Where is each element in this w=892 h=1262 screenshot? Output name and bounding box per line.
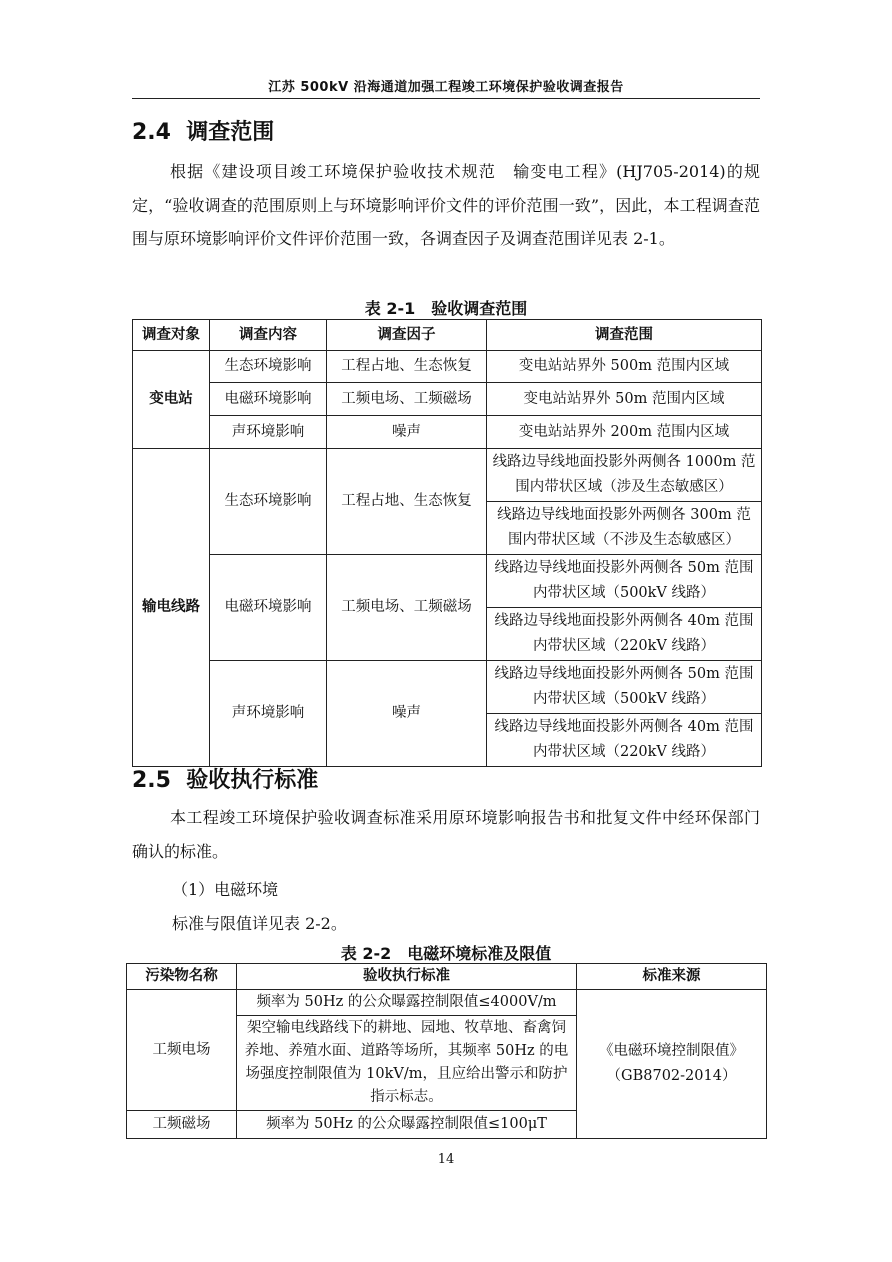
- header-rule: [132, 98, 760, 99]
- table-row: [133, 383, 762, 416]
- survey-object-line: 输电线路: [133, 449, 210, 767]
- survey-factor-cell: 噪声: [327, 416, 487, 449]
- survey-content-cell: 生态环境影响: [210, 449, 327, 555]
- table-2-2-caption: 表 2-2 电磁环境标准及限值: [340, 944, 552, 963]
- survey-range-cell: 变电站站界外 500m 范围内区域: [487, 351, 762, 383]
- survey-range-cell: 变电站站界外 200m 范围内区域: [487, 416, 762, 449]
- standard-source-title: 《电磁环境控制限值》: [599, 1043, 744, 1059]
- survey-range-cell: 线路边导线地面投影外两侧各 50m 范围内带状区域（500kV 线路）: [487, 555, 762, 608]
- section-2-5-paragraph: 本工程竣工环境保护验收调查标准采用原环境影响报告书和批复文件中经环保部门确认的标准。: [132, 808, 760, 861]
- table-row: [133, 661, 762, 714]
- survey-content-cell: 生态环境影响: [210, 351, 327, 383]
- table-2-1: [132, 319, 762, 767]
- survey-range-cell: 线路边导线地面投影外两侧各 40m 范围内带状区域（220kV 线路）: [487, 608, 762, 661]
- table-row: [127, 990, 767, 1016]
- survey-factor-cell: 工频电场、工频磁场: [327, 555, 487, 661]
- survey-range-cell: 线路边导线地面投影外两侧各 300m 范围内带状区域（不涉及生态敏感区）: [487, 502, 762, 555]
- table-header-cell: 污染物名称: [127, 964, 237, 990]
- table-row: [133, 416, 762, 449]
- survey-range-cell: 线路边导线地面投影外两侧各 40m 范围内带状区域（220kV 线路）: [487, 714, 762, 767]
- table-header-cell: 调查对象: [133, 320, 210, 351]
- standard-source-cell: [577, 990, 767, 1139]
- survey-factor-cell: 工程占地、生态恢复: [327, 449, 487, 555]
- table-2-2: [126, 963, 767, 1139]
- standard-source-code: （GB8702-2014）: [606, 1068, 737, 1084]
- survey-content-cell: 电磁环境影响: [210, 555, 327, 661]
- table-row: [133, 555, 762, 608]
- section-heading-2-4: 2.4 调查范围: [132, 120, 275, 145]
- table-header-cell: 调查范围: [487, 320, 762, 351]
- table-header-cell: 标准来源: [577, 964, 767, 990]
- survey-content-cell: 电磁环境影响: [210, 383, 327, 416]
- table-2-1-caption: 表 2-1 验收调查范围: [364, 299, 528, 318]
- table-header-cell: 验收执行标准: [237, 964, 577, 990]
- standard-cell: 频率为 50Hz 的公众曝露控制限值≤4000V/m: [237, 990, 577, 1016]
- pollutant-name-cell: 工频电场: [127, 990, 237, 1111]
- survey-content-cell: 声环境影响: [210, 416, 327, 449]
- section-2-4-paragraph: 根据《建设项目竣工环境保护验收技术规范 输变电工程》(HJ705-2014)的规定，“验收调查的范围原则上与环境影响评价文件的评价范围一致”，因此，本工程调查范围与原环境影响评价文件评价范围一致，各调查因子及调查范围详见表 2-1。: [132, 162, 760, 248]
- survey-object-substation: 变电站: [133, 351, 210, 449]
- survey-factor-cell: 工频电场、工频磁场: [327, 383, 487, 416]
- survey-range-cell: 线路边导线地面投影外两侧各 1000m 范围内带状区域（涉及生态敏感区）: [487, 449, 762, 502]
- pollutant-name-cell: 工频磁场: [127, 1111, 237, 1139]
- table-header-cell: 调查内容: [210, 320, 327, 351]
- table-header-cell: 调查因子: [327, 320, 487, 351]
- standard-cell: 频率为 50Hz 的公众曝露控制限值≤100μT: [237, 1111, 577, 1139]
- standard-cell: 架空输电线路线下的耕地、园地、牧草地、畜禽饲养地、养殖水面、道路等场所，其频率 50Hz 的电场强度控制限值为 10kV/m，且应给出警示和防护指示标志。: [237, 1016, 577, 1111]
- table-2-2-reference: 标准与限值详见表 2-2。: [172, 914, 347, 933]
- survey-factor-cell: 噪声: [327, 661, 487, 767]
- running-header: 江苏 500kV 沿海通道加强工程竣工环境保护验收调查报告: [268, 80, 624, 95]
- page-number: 14: [437, 1152, 455, 1167]
- table-row: [133, 449, 762, 502]
- survey-content-cell: 声环境影响: [210, 661, 327, 767]
- section-heading-2-5: 2.5 验收执行标准: [132, 768, 319, 793]
- survey-range-cell: 变电站站界外 50m 范围内区域: [487, 383, 762, 416]
- survey-range-cell: 线路边导线地面投影外两侧各 50m 范围内带状区域（500kV 线路）: [487, 661, 762, 714]
- list-item-em-environment: （1）电磁环境: [172, 880, 279, 899]
- survey-factor-cell: 工程占地、生态恢复: [327, 351, 487, 383]
- table-row: [133, 351, 762, 383]
